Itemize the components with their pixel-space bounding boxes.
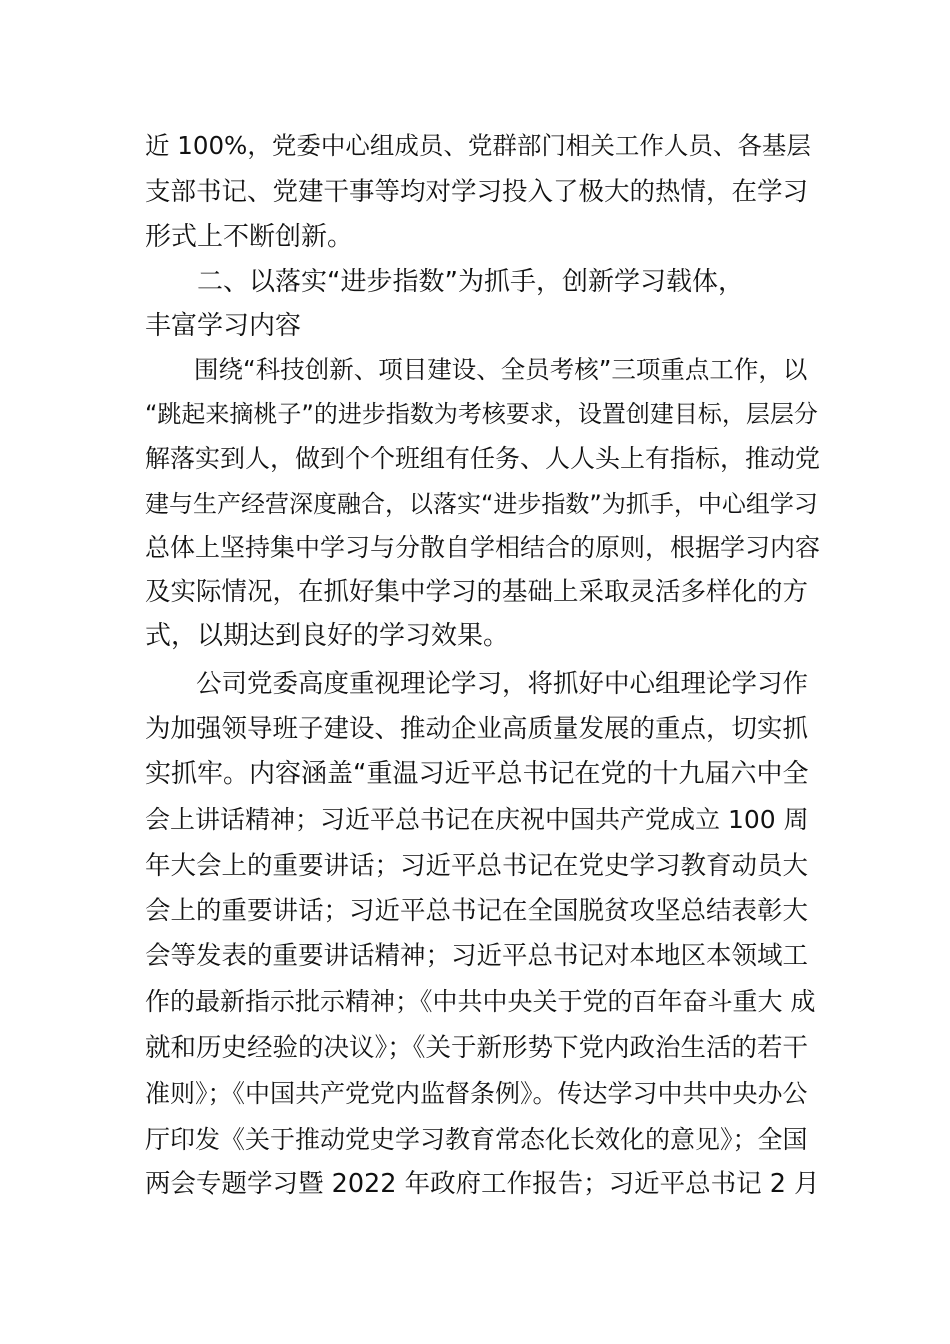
section-heading-line-2: 丰富学习内容: [145, 311, 302, 341]
text-line-2: 支部书记、党建干事等均对学习投入了极大的热情，在学习: [145, 177, 809, 207]
text-line-24: 两会专题学习暨 2022 年政府工作报告；习近平总书记 2 月: [145, 1169, 820, 1199]
text-line-15: 实抓牢。内容涵盖“重温习近平总书记在党的十九届六中全: [145, 759, 809, 789]
text-line-21: 就和历史经验的决议》；《关于新形势下党内政治生活的若干: [145, 1033, 809, 1063]
text-line-13: 公司党委高度重视理论学习，将抓好中心组理论学习作: [145, 669, 809, 699]
text-line-23: 厅印发《关于推动党史学习教育常态化长效化的意见》；全国: [145, 1125, 808, 1154]
text-line-9: 建与生产经营深度融合，以落实“进步指数”为抓手，中心组学习: [145, 490, 818, 518]
section-heading-line-1: 二、以落实“进步指数”为抓手，创新学习载体，: [145, 267, 744, 297]
text-line-10: 总体上坚持集中学习与分散自学相结合的原则，根据学习内容: [145, 533, 821, 562]
text-line-19: 会等发表的重要讲话精神；习近平总书记对本地区本领域工: [145, 941, 809, 971]
text-line-12: 式，以期达到良好的学习效果。: [145, 621, 510, 651]
text-line-11: 及实际情况，在抓好集中学习的基础上采取灵活多样化的方: [145, 577, 809, 607]
text-line-14: 为加强领导班子建设、推动企业高质量发展的重点，切实抓: [145, 714, 809, 744]
text-line-20: 作的最新指示批示精神；《中共中央关于党的百年奋斗重大 成: [145, 987, 816, 1016]
text-line-6: 围绕“科技创新、项目建设、全员考核”三项重点工作，以: [145, 355, 808, 384]
text-line-22: 准则》；《中国共产党党内监督条例》。传达学习中共中央办公: [145, 1079, 808, 1108]
text-line-3: 形式上不断创新。: [145, 222, 354, 252]
text-line-7: “跳起来摘桃子”的进步指数为考核要求，设置创建目标，层层分: [145, 400, 818, 428]
text-line-18: 会上的重要讲话；习近平总书记在全国脱贫攻坚总结表彰大: [145, 896, 809, 926]
text-line-1: 近 100%，党委中心组成员、党群部门相关工作人员、各基层: [145, 131, 811, 160]
text-line-17: 年大会上的重要讲话；习近平总书记在党史学习教育动员大: [145, 851, 809, 881]
text-line-8: 解落实到人，做到个个班组有任务、人人头上有指标，推动党: [145, 444, 821, 473]
text-line-16: 会上讲话精神；习近平总书记在庆祝中国共产党成立 100 周: [145, 805, 809, 834]
